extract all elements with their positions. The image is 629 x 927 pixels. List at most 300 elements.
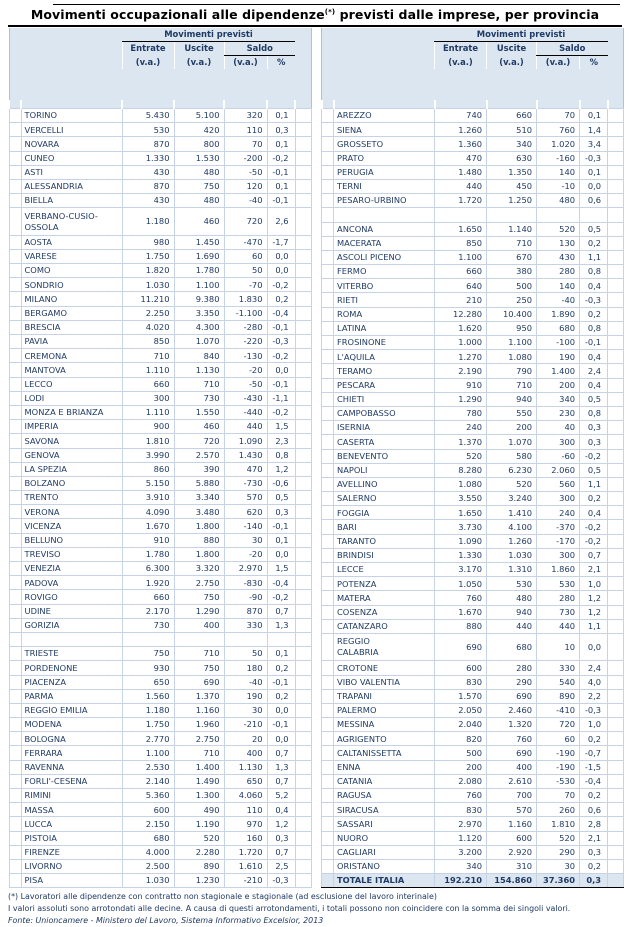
table-row — [9, 703, 311, 717]
uscite-value: 4.100 — [487, 520, 537, 534]
saldo-pct-value: 0,0 — [267, 732, 295, 746]
saldo-pct-value: 0,0 — [267, 363, 295, 377]
saldo-pct-value: 1,5 — [267, 562, 295, 576]
entrate-value: 900 — [122, 420, 174, 434]
saldo-pct-value: 1,1 — [580, 250, 608, 264]
entrate-value: 520 — [435, 449, 487, 463]
table-row — [9, 533, 311, 547]
entrate-value: 1.920 — [122, 576, 174, 590]
saldo-pct-value: 1,2 — [580, 591, 608, 605]
province-name: CALTANISSETTA — [334, 746, 435, 760]
uscite-value: 710 — [487, 236, 537, 250]
table-row — [322, 718, 624, 732]
saldo-pct-value: 0,2 — [267, 292, 295, 306]
uscite-value: 2.570 — [174, 448, 224, 462]
uscite-value: 600 — [487, 831, 537, 845]
uscite-value: 1.780 — [174, 264, 224, 278]
saldo-value: 290 — [537, 845, 580, 859]
entrate-value: 710 — [122, 349, 174, 363]
saldo-value: 110 — [224, 123, 267, 137]
uscite-value: 660 — [487, 109, 537, 123]
saldo-pct-value: 0,4 — [580, 279, 608, 293]
entrate-value: 1.030 — [122, 874, 174, 888]
uscite-value: 420 — [174, 123, 224, 137]
entrate-value: 4.000 — [122, 845, 174, 859]
saldo-value: 680 — [537, 321, 580, 335]
saldo-value: -190 — [537, 760, 580, 774]
entrate-value: 850 — [122, 335, 174, 349]
province-name: SONDRIO — [21, 278, 122, 292]
uscite-value: 1.800 — [174, 519, 224, 533]
spacer-row — [322, 208, 624, 222]
province-name: BENEVENTO — [334, 449, 435, 463]
header-va: (v.a.) — [174, 56, 224, 70]
entrate-value: 910 — [435, 378, 487, 392]
saldo-value: 1.830 — [224, 292, 267, 306]
entrate-value: 200 — [435, 760, 487, 774]
saldo-pct-value: -0,1 — [267, 519, 295, 533]
table-row — [322, 236, 624, 250]
table-row — [322, 250, 624, 264]
uscite-value: 520 — [487, 477, 537, 491]
uscite-value: 1.690 — [174, 249, 224, 263]
entrate-value: 4.090 — [122, 505, 174, 519]
table-row — [9, 335, 311, 349]
saldo-value: 530 — [537, 577, 580, 591]
header-va: (v.a.) — [224, 56, 267, 70]
saldo-pct-value: 1,2 — [580, 605, 608, 619]
province-name: UDINE — [21, 604, 122, 618]
province-name: AREZZO — [334, 109, 435, 123]
tables-container — [8, 28, 622, 888]
entrate-value: 1.080 — [435, 477, 487, 491]
saldo-pct-value: -0,2 — [267, 349, 295, 363]
table-row — [9, 647, 311, 661]
table-row — [322, 492, 624, 506]
entrate-value: 530 — [122, 123, 174, 137]
saldo-value: 4.060 — [224, 789, 267, 803]
saldo-value: 200 — [537, 378, 580, 392]
saldo-value: 1.860 — [537, 563, 580, 577]
table-row — [9, 377, 311, 391]
saldo-pct-value: 1,1 — [580, 619, 608, 633]
saldo-pct-value: -0,6 — [267, 476, 295, 490]
uscite-value: 1.100 — [174, 278, 224, 292]
uscite-value: 1.530 — [174, 151, 224, 165]
province-name: BERGAMO — [21, 306, 122, 320]
uscite-value: 1.350 — [487, 165, 537, 179]
uscite-value: 380 — [487, 265, 537, 279]
saldo-pct-value: -0,1 — [267, 675, 295, 689]
entrate-value: 1.720 — [435, 194, 487, 208]
saldo-value: 720 — [537, 718, 580, 732]
table-row — [9, 789, 311, 803]
table-row — [9, 675, 311, 689]
entrate-value: 1.670 — [435, 605, 487, 619]
table-row — [322, 406, 624, 420]
saldo-value: -1.100 — [224, 306, 267, 320]
table-row — [9, 476, 311, 490]
province-name: TRIESTE — [21, 647, 122, 661]
table-row — [9, 618, 311, 632]
saldo-pct-value: -0,3 — [580, 703, 608, 717]
saldo-pct-value: 2,2 — [580, 689, 608, 703]
province-name: VIBO VALENTIA — [334, 675, 435, 689]
entrate-value: 1.110 — [122, 405, 174, 419]
saldo-value: -530 — [537, 774, 580, 788]
uscite-value: 250 — [487, 293, 537, 307]
saldo-value: 300 — [537, 492, 580, 506]
entrate-value: 8.280 — [435, 463, 487, 477]
saldo-value: -90 — [224, 590, 267, 604]
saldo-pct-value: 1,2 — [267, 462, 295, 476]
saldo-value: 2.970 — [224, 562, 267, 576]
uscite-value: 340 — [487, 137, 537, 151]
header-entrate: Entrate — [122, 42, 174, 56]
table-row — [9, 320, 311, 334]
province-name: LODI — [21, 391, 122, 405]
saldo-pct-value: 0,6 — [580, 194, 608, 208]
saldo-pct-value: 0,3 — [267, 505, 295, 519]
saldo-pct-value: 0,0 — [267, 264, 295, 278]
table-row — [322, 123, 624, 137]
province-name: MILANO — [21, 292, 122, 306]
saldo-value: 120 — [224, 179, 267, 193]
province-name: VICENZA — [21, 519, 122, 533]
entrate-value: 6.300 — [122, 562, 174, 576]
table-row — [322, 661, 624, 675]
saldo-pct-value: 0,3 — [580, 874, 608, 888]
saldo-value: -200 — [224, 151, 267, 165]
table-row — [322, 703, 624, 717]
uscite-value: 710 — [174, 377, 224, 391]
table-row — [9, 109, 311, 123]
table-row — [9, 208, 311, 235]
entrate-value: 3.730 — [435, 520, 487, 534]
province-name: NAPOLI — [334, 463, 435, 477]
table-row — [322, 789, 624, 803]
uscite-value: 2.750 — [174, 732, 224, 746]
table-row — [322, 293, 624, 307]
saldo-pct-value: -0,2 — [267, 278, 295, 292]
entrate-value: 2.040 — [435, 718, 487, 732]
table-row — [9, 306, 311, 320]
province-name: AGRIGENTO — [334, 732, 435, 746]
table-row — [9, 576, 311, 590]
saldo-value: 10 — [537, 633, 580, 660]
uscite-value: 1.140 — [487, 222, 537, 236]
saldo-pct-value: -0,2 — [267, 590, 295, 604]
table-row — [9, 604, 311, 618]
saldo-pct-value: 0,5 — [267, 491, 295, 505]
uscite-value: 510 — [487, 123, 537, 137]
saldo-value: 30 — [224, 703, 267, 717]
saldo-value: 190 — [537, 350, 580, 364]
saldo-value: -50 — [224, 165, 267, 179]
provinces-table-left — [8, 28, 312, 888]
entrate-value: 1.260 — [435, 123, 487, 137]
saldo-pct-value: 0,2 — [580, 492, 608, 506]
province-name: L'AQUILA — [334, 350, 435, 364]
saldo-value: -20 — [224, 363, 267, 377]
footnote-definition: (*) Lavoratori alle dipendenze con contratto non stagionale e stagionale (ad esclusione del lavoro interinale) — [8, 892, 437, 902]
table-row — [322, 307, 624, 321]
table-row — [9, 264, 311, 278]
table-row — [322, 435, 624, 449]
province-name: BRINDISI — [334, 548, 435, 562]
uscite-value: 1.160 — [487, 817, 537, 831]
saldo-value: 520 — [537, 831, 580, 845]
province-name: LECCE — [334, 563, 435, 577]
table-row — [322, 165, 624, 179]
saldo-pct-value: 1,4 — [580, 123, 608, 137]
entrate-value: 5.150 — [122, 476, 174, 490]
uscite-value: 750 — [174, 179, 224, 193]
uscite-value: 3.320 — [174, 562, 224, 576]
header-va: (v.a.) — [122, 56, 174, 70]
saldo-pct-value: -0,1 — [580, 336, 608, 350]
province-name: LA SPEZIA — [21, 462, 122, 476]
table-row — [322, 732, 624, 746]
saldo-value: 720 — [224, 208, 267, 235]
uscite-value: 720 — [174, 434, 224, 448]
table-row — [9, 278, 311, 292]
entrate-value: 3.170 — [435, 563, 487, 577]
uscite-value: 4.300 — [174, 320, 224, 334]
entrate-value: 1.780 — [122, 547, 174, 561]
entrate-value: 470 — [435, 151, 487, 165]
province-name: RIETI — [334, 293, 435, 307]
entrate-value: 600 — [435, 661, 487, 675]
province-name: POTENZA — [334, 577, 435, 591]
saldo-value: 70 — [537, 109, 580, 123]
saldo-value: -730 — [224, 476, 267, 490]
uscite-value: 3.340 — [174, 491, 224, 505]
entrate-value: 3.990 — [122, 448, 174, 462]
uscite-value: 390 — [174, 462, 224, 476]
uscite-value: 2.460 — [487, 703, 537, 717]
saldo-pct-value: 0,1 — [267, 647, 295, 661]
province-name: ASCOLI PICENO — [334, 250, 435, 264]
entrate-value: 192.210 — [435, 874, 487, 888]
saldo-pct-value: -0,3 — [267, 335, 295, 349]
table-row — [322, 760, 624, 774]
saldo-pct-value: 0,8 — [580, 321, 608, 335]
uscite-value: 880 — [174, 533, 224, 547]
entrate-value: 2.150 — [122, 817, 174, 831]
table-row — [322, 477, 624, 491]
saldo-pct-value: 1,1 — [580, 477, 608, 491]
table-row — [322, 520, 624, 534]
uscite-value: 440 — [487, 619, 537, 633]
province-name: FIRENZE — [21, 845, 122, 859]
saldo-pct-value: 0,4 — [580, 350, 608, 364]
table-row — [9, 165, 311, 179]
saldo-pct-value: -0,4 — [267, 306, 295, 320]
saldo-pct-value: 3,4 — [580, 137, 608, 151]
province-name: PAVIA — [21, 335, 122, 349]
province-name: SIENA — [334, 123, 435, 137]
header-va: (v.a.) — [537, 56, 580, 70]
saldo-pct-value: -0,1 — [267, 320, 295, 334]
footnotes — [8, 891, 622, 927]
entrate-value: 830 — [435, 803, 487, 817]
entrate-value: 1.370 — [435, 435, 487, 449]
table-row — [322, 463, 624, 477]
entrate-value: 2.050 — [435, 703, 487, 717]
entrate-value: 5.430 — [122, 109, 174, 123]
uscite-value: 890 — [174, 859, 224, 873]
saldo-value: 300 — [537, 548, 580, 562]
table-row — [9, 420, 311, 434]
uscite-value: 1.400 — [174, 760, 224, 774]
province-name: TRENTO — [21, 491, 122, 505]
table-row — [322, 803, 624, 817]
uscite-value: 290 — [487, 675, 537, 689]
entrate-value: 5.360 — [122, 789, 174, 803]
uscite-value: 1.290 — [174, 604, 224, 618]
saldo-value: -280 — [224, 320, 267, 334]
total-row — [322, 874, 624, 888]
uscite-value: 1.160 — [174, 703, 224, 717]
saldo-value: 300 — [537, 435, 580, 449]
uscite-value: 500 — [487, 279, 537, 293]
saldo-pct-value: 0,0 — [267, 703, 295, 717]
entrate-value: 2.140 — [122, 774, 174, 788]
province-name: VENEZIA — [21, 562, 122, 576]
uscite-value: 310 — [487, 859, 537, 873]
saldo-value: 330 — [537, 661, 580, 675]
entrate-value: 660 — [435, 265, 487, 279]
saldo-pct-value: -0,4 — [267, 576, 295, 590]
table-row — [322, 577, 624, 591]
entrate-value: 760 — [435, 591, 487, 605]
saldo-value: -430 — [224, 391, 267, 405]
uscite-value: 790 — [487, 364, 537, 378]
table-row — [9, 137, 311, 151]
saldo-pct-value: -0,2 — [580, 520, 608, 534]
table-row — [9, 505, 311, 519]
province-name: CAGLIARI — [334, 845, 435, 859]
saldo-pct-value: 1,5 — [267, 420, 295, 434]
entrate-value: 1.360 — [435, 137, 487, 151]
saldo-pct-value: 0,4 — [267, 803, 295, 817]
saldo-pct-value: 1,0 — [580, 577, 608, 591]
saldo-value: 520 — [537, 222, 580, 236]
province-name: BELLUNO — [21, 533, 122, 547]
table-row — [322, 109, 624, 123]
province-name: PISA — [21, 874, 122, 888]
saldo-pct-value: 2,4 — [580, 661, 608, 675]
saldo-value: -410 — [537, 703, 580, 717]
table-row — [9, 151, 311, 165]
uscite-value: 630 — [487, 151, 537, 165]
saldo-value: -100 — [537, 336, 580, 350]
entrate-value: 1.820 — [122, 264, 174, 278]
table-row — [9, 590, 311, 604]
province-name: PRATO — [334, 151, 435, 165]
saldo-value: 970 — [224, 817, 267, 831]
saldo-pct-value: 0,3 — [267, 123, 295, 137]
province-name: PISTOIA — [21, 831, 122, 845]
province-name: PADOVA — [21, 576, 122, 590]
uscite-value: 1.490 — [174, 774, 224, 788]
uscite-value: 1.070 — [174, 335, 224, 349]
saldo-pct-value: -1,5 — [580, 760, 608, 774]
entrate-value: 2.250 — [122, 306, 174, 320]
table-row — [322, 845, 624, 859]
table-row — [322, 364, 624, 378]
saldo-pct-value: 1,3 — [267, 760, 295, 774]
province-name: MASSA — [21, 803, 122, 817]
province-name: REGGIO EMILIA — [21, 703, 122, 717]
uscite-value: 680 — [487, 633, 537, 660]
saldo-pct-value: -0,1 — [267, 194, 295, 208]
saldo-value: -440 — [224, 405, 267, 419]
uscite-value: 1.450 — [174, 235, 224, 249]
uscite-value: 710 — [487, 378, 537, 392]
uscite-value: 950 — [487, 321, 537, 335]
entrate-value: 780 — [435, 406, 487, 420]
province-name: FERRARA — [21, 746, 122, 760]
entrate-value: 340 — [435, 859, 487, 873]
province-name: PIACENZA — [21, 675, 122, 689]
entrate-value: 1.620 — [435, 321, 487, 335]
saldo-value: 540 — [537, 675, 580, 689]
table-header — [322, 28, 624, 109]
saldo-pct-value: 0,5 — [580, 463, 608, 477]
province-name: CAMPOBASSO — [334, 406, 435, 420]
saldo-pct-value: 0,2 — [580, 859, 608, 873]
uscite-value: 710 — [174, 746, 224, 760]
province-name: PARMA — [21, 689, 122, 703]
entrate-value: 1.480 — [435, 165, 487, 179]
saldo-value: 2.060 — [537, 463, 580, 477]
saldo-value: 280 — [537, 591, 580, 605]
uscite-value: 480 — [174, 194, 224, 208]
saldo-value: 60 — [537, 732, 580, 746]
table-row — [9, 391, 311, 405]
saldo-pct-value: 0,3 — [580, 845, 608, 859]
saldo-value: 1.430 — [224, 448, 267, 462]
header-pct: % — [580, 56, 608, 70]
province-name: RAVENNA — [21, 760, 122, 774]
table-row — [9, 292, 311, 306]
saldo-pct-value: 5,2 — [267, 789, 295, 803]
saldo-pct-value: 2,6 — [267, 208, 295, 235]
entrate-value: 300 — [122, 391, 174, 405]
saldo-pct-value: 0,7 — [267, 746, 295, 760]
saldo-value: 470 — [224, 462, 267, 476]
province-name: PALERMO — [334, 703, 435, 717]
saldo-value: 400 — [224, 746, 267, 760]
uscite-value: 2.610 — [487, 774, 537, 788]
entrate-value: 1.330 — [435, 548, 487, 562]
table-row — [9, 123, 311, 137]
uscite-value: 710 — [174, 647, 224, 661]
table-row — [9, 562, 311, 576]
table-row — [322, 831, 624, 845]
saldo-pct-value: -0,2 — [267, 151, 295, 165]
saldo-pct-value: 0,2 — [580, 789, 608, 803]
saldo-value: -40 — [537, 293, 580, 307]
table-row — [9, 405, 311, 419]
saldo-pct-value: 0,0 — [267, 547, 295, 561]
uscite-value: 6.230 — [487, 463, 537, 477]
saldo-value: 110 — [224, 803, 267, 817]
footnote-rounding: I valori assoluti sono arrotondati alle decine. A causa di questi arrotondamenti, i totali possono non coincidere con la somma dei singoli valori. — [8, 904, 571, 914]
entrate-value: 2.970 — [435, 817, 487, 831]
